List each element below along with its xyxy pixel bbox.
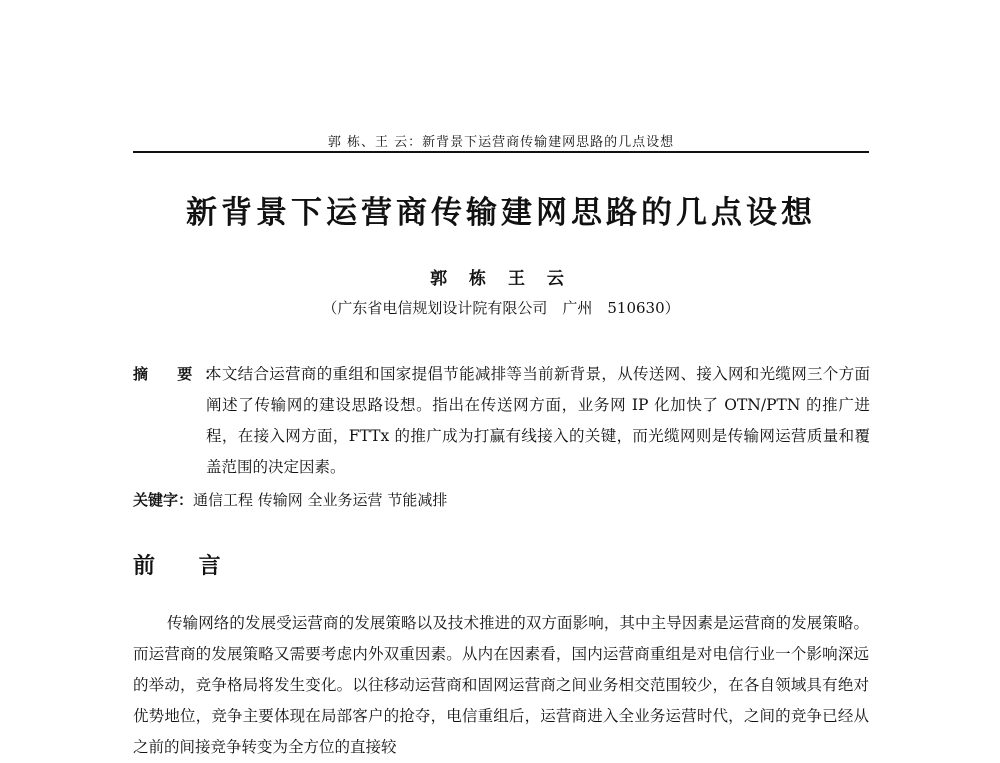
keywords — [133, 489, 869, 510]
keywords-text: 通信工程 传输网 全业务运营 节能减排 — [193, 491, 448, 509]
keywords-label: 关键字： — [133, 491, 194, 509]
authors: 郭 栋 王 云 — [430, 269, 572, 289]
header-rule — [133, 151, 869, 153]
body-paragraph: 传输网络的发展受运营商的发展策略以及技术推进的双方面影响，其中主导因素是运营商的发展策略。而运营商的发展策略又需要考虑内外双重因素。从内在因素看，国内运营商重组是对电信行业一个影响深远的举动，竞争格局将发生变化。以往移动运营商和固网运营商之间业务相交范围较少，在各自领域具有绝对优势地位，竞争主要体现在局部客户的抢夺，电信重组后，运营商进入全业务运营时代，之间的竞争已经从之前的间接竞争转变为全方位的直接较 — [133, 614, 869, 756]
paper-title: 新背景下运营商传输建网思路的几点设想 — [186, 195, 816, 231]
abstract-label: 摘 要： — [133, 365, 232, 383]
affiliation: （广东省电信规划设计院有限公司 广州 510630） — [322, 299, 680, 317]
running-header: 郭 栋、王 云：新背景下运营商传输建网思路的几点设想 — [327, 135, 675, 150]
section-heading: 前 言 — [133, 554, 239, 579]
abstract-text: 本文结合运营商的重组和国家提倡节能减排等当前新背景，从传送网、接入网和光缆网三个方面阐述了传输网的建设思路设想。指出在传送网方面，业务网 IP 化加快了 OTN/PTN 的推广进程，在接入网方面，FTTx 的推广成为打赢有线接入的关键，而光缆网则是传输网运营质量和覆盖范围的决定因素。 — [206, 365, 870, 476]
